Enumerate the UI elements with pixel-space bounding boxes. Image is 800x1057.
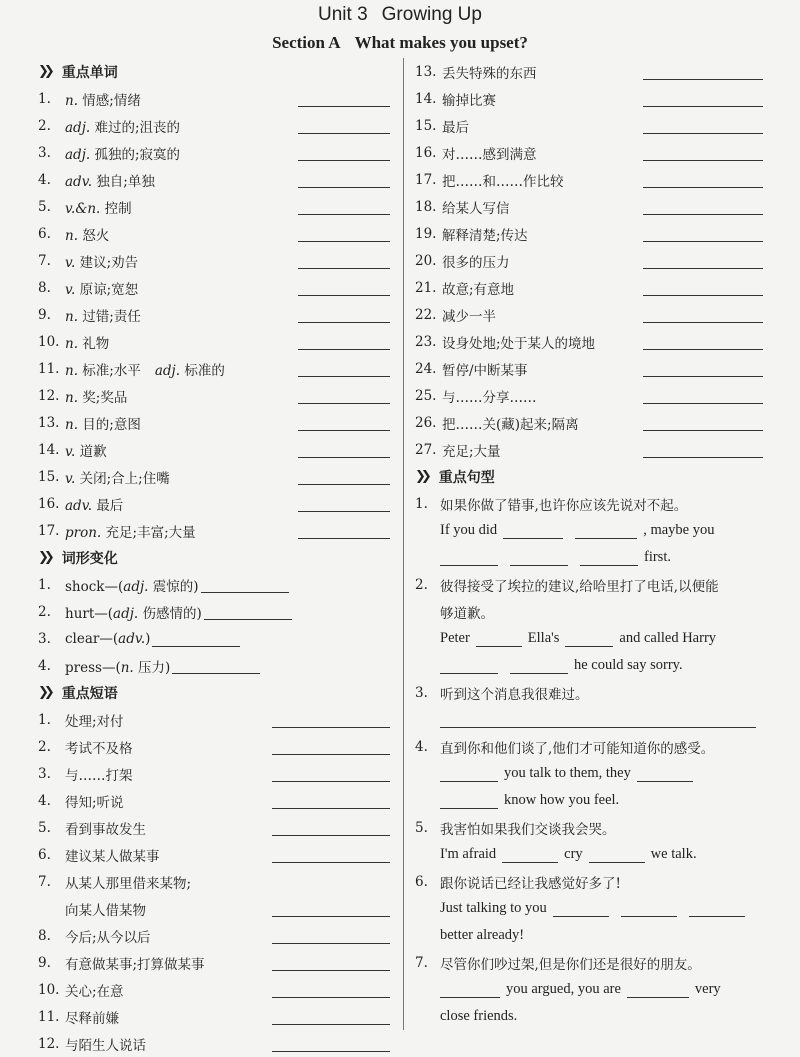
phrase-item — [415, 166, 763, 193]
answer-blank[interactable] — [272, 1009, 390, 1025]
part-of-speech: adj. — [123, 578, 149, 595]
answer-blank[interactable] — [201, 577, 289, 593]
part-of-speech: adj. — [65, 146, 91, 163]
answer-blank[interactable] — [643, 280, 763, 296]
answer-blank[interactable] — [580, 550, 638, 566]
item-number: 12. — [38, 1035, 60, 1052]
phrase-text: 减少一半 — [442, 308, 496, 325]
answer-blank[interactable] — [272, 793, 390, 809]
answer-blank[interactable] — [643, 91, 763, 107]
definition: 怒火 — [82, 227, 110, 244]
phrase-item — [38, 760, 390, 787]
phrase-item — [415, 139, 763, 166]
item-number: 10. — [38, 981, 60, 998]
vocab-item — [38, 274, 390, 301]
answer-blank[interactable] — [637, 766, 693, 782]
definition: 标准的 — [184, 362, 225, 379]
phrase-item — [38, 895, 390, 922]
item-number: 16. — [38, 495, 60, 512]
item-number: 24. — [415, 360, 437, 377]
definition: 原谅;宽恕 — [79, 281, 139, 298]
answer-blank[interactable] — [621, 901, 677, 917]
answer-blank[interactable] — [643, 442, 763, 458]
item-number: 14. — [38, 441, 60, 458]
item-number: 17. — [38, 522, 60, 539]
answer-blank[interactable] — [298, 307, 390, 323]
answer-blank[interactable] — [502, 847, 558, 863]
answer-blank[interactable] — [152, 631, 240, 647]
phrases-list-right — [415, 58, 763, 463]
part-of-speech: n. — [65, 308, 78, 325]
item-text — [65, 278, 138, 298]
item-number: 13. — [415, 63, 437, 80]
item-text — [65, 467, 170, 487]
answer-blank[interactable] — [643, 172, 763, 188]
phrase-text: 考试不及格 — [65, 740, 133, 757]
item-number: 7. — [38, 873, 51, 890]
part-of-speech: n. — [65, 92, 78, 109]
phrase-text: 对……感到满意 — [442, 146, 537, 163]
meaning: 压力) — [133, 659, 171, 676]
answer-blank[interactable] — [627, 982, 689, 998]
answer-blank[interactable] — [643, 415, 763, 431]
chevron-icon: ❯❯ — [38, 685, 50, 700]
item-number: 22. — [415, 306, 437, 323]
item-text — [65, 494, 123, 514]
vocab-item — [38, 517, 390, 544]
phrase-text: 丢失特殊的东西 — [442, 65, 537, 82]
item-number: 2. — [38, 603, 51, 620]
sentence-3: 3. 听到这个消息我很难过。 — [415, 679, 763, 733]
vocab-list — [38, 85, 390, 544]
vocab-item — [38, 85, 390, 112]
phrases-heading: ❯❯ 重点短语 — [38, 685, 118, 702]
item-text — [65, 305, 141, 325]
item-number: 7. — [38, 252, 51, 269]
right-column — [415, 58, 763, 1030]
phrase-item — [38, 706, 390, 733]
answer-blank[interactable] — [298, 415, 390, 431]
phrase-text: 最后 — [442, 119, 469, 136]
answer-blank[interactable] — [643, 145, 763, 161]
item-number: 27. — [415, 441, 437, 458]
phrase-text: 很多的压力 — [442, 254, 510, 271]
item-text — [65, 413, 141, 433]
forms-list — [38, 571, 390, 679]
item-text — [65, 89, 141, 109]
meaning: 震惊的) — [148, 578, 199, 595]
item-number: 21. — [415, 279, 437, 296]
vocab-item — [38, 139, 390, 166]
item-number: 19. — [415, 225, 437, 242]
phrase-item — [38, 814, 390, 841]
definition: 礼物 — [82, 335, 110, 352]
part-of-speech: n. — [65, 362, 78, 379]
answer-blank[interactable] — [643, 226, 763, 242]
definition: 建议;劝告 — [79, 254, 139, 271]
item-number: 2. — [38, 738, 51, 755]
item-number: 6. — [38, 225, 51, 242]
part-of-speech: v. — [65, 443, 76, 460]
item-number: 9. — [38, 306, 51, 323]
item-number: 4. — [38, 657, 51, 674]
vocab-item — [38, 409, 390, 436]
item-number: 20. — [415, 252, 437, 269]
answer-blank[interactable] — [298, 469, 390, 485]
answer-blank[interactable] — [440, 793, 498, 809]
item-number: 14. — [415, 90, 437, 107]
item-number: 1. — [38, 90, 51, 107]
item-number: 2. — [38, 117, 51, 134]
word-form-item — [38, 625, 390, 652]
vocab-heading: ❯❯ 重点单词 — [38, 64, 118, 81]
phrase-text: 从某人那里借来某物; — [65, 875, 192, 892]
phrase-item — [38, 976, 390, 1003]
part-of-speech: v. — [65, 254, 76, 271]
item-text — [65, 386, 127, 406]
item-number: 15. — [38, 468, 60, 485]
definition: 过错;责任 — [82, 308, 141, 325]
answer-blank[interactable] — [298, 280, 390, 296]
phrase-item — [415, 328, 763, 355]
item-number: 1. — [38, 711, 51, 728]
answer-blank[interactable] — [298, 442, 390, 458]
item-number: 5. — [38, 819, 51, 836]
item-text — [65, 575, 199, 595]
base-word: press—( — [65, 659, 121, 676]
item-text — [65, 197, 132, 217]
item-number: 23. — [415, 333, 437, 350]
item-number: 3. — [38, 144, 51, 161]
part-of-speech: adv. — [118, 630, 146, 647]
phrase-text: 把……和……作比较 — [442, 173, 564, 190]
word-form-item — [38, 571, 390, 598]
vocab-item — [38, 220, 390, 247]
phrase-item — [415, 274, 763, 301]
definition: 情感;情绪 — [82, 92, 141, 109]
part-of-speech: v. — [65, 281, 76, 298]
part-of-speech: adj. — [154, 362, 181, 379]
vocab-item — [38, 436, 390, 463]
phrase-item — [415, 247, 763, 274]
phrase-item — [415, 409, 763, 436]
phrase-text: 建议某人做某事 — [65, 848, 160, 865]
item-number: 18. — [415, 198, 437, 215]
answer-blank[interactable] — [298, 118, 390, 134]
item-text — [65, 359, 225, 379]
meaning: 伤感情的) — [138, 605, 202, 622]
answer-blank[interactable] — [272, 739, 390, 755]
part-of-speech: adv. — [65, 173, 93, 190]
item-number: 25. — [415, 387, 437, 404]
phrase-text: 充足;大量 — [442, 443, 501, 460]
item-number: 9. — [38, 954, 51, 971]
word-form-item — [38, 652, 390, 679]
answer-blank[interactable] — [643, 388, 763, 404]
phrase-text: 输掉比赛 — [442, 92, 496, 109]
forms-heading: ❯❯ 词形变化 — [38, 550, 118, 567]
item-number: 11. — [38, 360, 60, 377]
part-of-speech: adj. — [113, 605, 139, 622]
answer-blank[interactable] — [298, 253, 390, 269]
phrase-item — [38, 841, 390, 868]
item-number: 8. — [38, 927, 51, 944]
definition: 最后 — [96, 497, 124, 514]
definition: 道歉 — [79, 443, 107, 460]
phrase-item — [38, 868, 390, 895]
sentence-4: 4. 直到你和他们谈了,他们才可能知道你的感受。 you talk to them, they know how you feel. — [415, 738, 715, 808]
phrase-text: 尽释前嫌 — [65, 1010, 119, 1027]
phrase-item — [38, 787, 390, 814]
answer-blank[interactable] — [575, 523, 637, 539]
answer-blank[interactable] — [272, 955, 390, 971]
answer-blank[interactable] — [298, 199, 390, 215]
answer-blank[interactable] — [272, 1036, 390, 1052]
phrases-list-left — [38, 706, 390, 1057]
unit-title: Unit 3 Growing Up — [318, 4, 482, 25]
phrase-text: 给某人写信 — [442, 200, 510, 217]
item-number: 15. — [415, 117, 437, 134]
base-word: shock—( — [65, 578, 124, 595]
item-text — [65, 251, 138, 271]
answer-blank[interactable] — [440, 982, 500, 998]
vocab-item — [38, 463, 390, 490]
item-number: 13. — [38, 414, 60, 431]
answer-blank[interactable] — [643, 64, 763, 80]
answer-blank[interactable] — [298, 226, 390, 242]
answer-blank[interactable] — [204, 604, 292, 620]
phrase-item — [415, 382, 763, 409]
item-text — [65, 116, 180, 136]
word-form-item — [38, 598, 390, 625]
meaning: ) — [145, 630, 151, 647]
answer-blank[interactable] — [643, 199, 763, 215]
answer-blank[interactable] — [272, 712, 390, 728]
answer-blank[interactable] — [510, 658, 568, 674]
answer-blank[interactable] — [272, 820, 390, 836]
answer-blank[interactable] — [272, 901, 390, 917]
answer-blank[interactable] — [643, 118, 763, 134]
part-of-speech: pron. — [65, 524, 102, 541]
chevron-icon: ❯❯ — [38, 550, 50, 565]
part-of-speech: n. — [65, 227, 78, 244]
item-text — [65, 332, 109, 352]
item-number: 4. — [38, 171, 51, 188]
phrase-item — [38, 733, 390, 760]
vocab-item — [38, 328, 390, 355]
part-of-speech: v. — [65, 470, 76, 487]
answer-blank[interactable] — [643, 307, 763, 323]
definition: 标准;水平 — [82, 362, 141, 379]
answer-blank[interactable] — [298, 361, 390, 377]
part-of-speech: v.&n. — [65, 200, 101, 217]
phrase-item — [38, 1030, 390, 1057]
part-of-speech: n. — [65, 335, 78, 352]
answer-blank[interactable] — [272, 847, 390, 863]
answer-blank[interactable] — [643, 361, 763, 377]
answer-blank[interactable] — [298, 145, 390, 161]
answer-blank[interactable] — [689, 901, 745, 917]
phrase-text: 向某人借某物 — [65, 902, 146, 919]
phrase-item — [415, 85, 763, 112]
answer-blank[interactable] — [272, 982, 390, 998]
answer-blank[interactable] — [298, 523, 390, 539]
item-number: 1. — [38, 576, 51, 593]
item-text — [65, 656, 170, 676]
phrase-text: 得知;听说 — [65, 794, 124, 811]
phrase-item — [38, 1003, 390, 1030]
answer-blank[interactable] — [172, 658, 260, 674]
phrase-text: 与……打架 — [65, 767, 133, 784]
phrase-item — [415, 193, 763, 220]
chevron-icon: ❯❯ — [38, 64, 50, 79]
phrase-text: 关心;在意 — [65, 983, 124, 1000]
answer-blank[interactable] — [440, 712, 756, 728]
phrase-text: 与……分享…… — [442, 389, 537, 406]
vocab-item — [38, 382, 390, 409]
vocab-item — [38, 193, 390, 220]
phrase-text: 设身处地;处于某人的境地 — [442, 335, 596, 352]
answer-blank[interactable] — [298, 388, 390, 404]
phrase-text: 故意;有意地 — [442, 281, 515, 298]
base-word: hurt—( — [65, 605, 114, 622]
definition: 充足;丰富;大量 — [105, 524, 196, 541]
vocab-item — [38, 247, 390, 274]
phrase-item — [415, 58, 763, 85]
section-title: Section A What makes you upset? — [272, 33, 528, 52]
item-number: 16. — [415, 144, 437, 161]
answer-blank[interactable] — [643, 253, 763, 269]
column-divider — [403, 58, 404, 1030]
sentence-5: 5. 我害怕如果我们交谈我会哭。 I'm afraid cry we talk. — [415, 819, 697, 862]
answer-blank[interactable] — [272, 928, 390, 944]
phrase-item — [38, 949, 390, 976]
item-number: 4. — [38, 792, 51, 809]
answer-blank[interactable] — [298, 172, 390, 188]
answer-blank[interactable] — [298, 91, 390, 107]
left-column — [38, 58, 390, 1057]
phrase-item — [415, 301, 763, 328]
vocab-item — [38, 355, 390, 382]
answer-blank[interactable] — [440, 550, 498, 566]
definition: 独自;单独 — [96, 173, 155, 190]
part-of-speech: adj. — [65, 119, 91, 136]
answer-blank[interactable] — [440, 766, 498, 782]
answer-blank[interactable] — [589, 847, 645, 863]
item-number: 11. — [38, 1008, 60, 1025]
answer-blank[interactable] — [298, 496, 390, 512]
answer-blank[interactable] — [272, 766, 390, 782]
phrase-text: 今后;从今以后 — [65, 929, 151, 946]
phrase-text: 把……关(藏)起来;隔离 — [442, 416, 579, 433]
answer-blank[interactable] — [643, 334, 763, 350]
part-of-speech: n. — [65, 416, 78, 433]
part-of-speech: adv. — [65, 497, 93, 514]
sentence-1: 1. 如果你做了错事,也许你应该先说对不起。 If you did , maybe you first. — [415, 495, 715, 565]
item-text — [65, 170, 155, 190]
phrase-text: 处理;对付 — [65, 713, 124, 730]
answer-blank[interactable] — [503, 523, 563, 539]
phrase-item — [415, 436, 763, 463]
answer-blank[interactable] — [440, 658, 498, 674]
item-number: 12. — [38, 387, 60, 404]
item-text — [65, 224, 109, 244]
item-number: 5. — [38, 198, 51, 215]
phrase-text: 与陌生人说话 — [65, 1037, 146, 1054]
phrase-item — [415, 220, 763, 247]
phrase-item — [415, 355, 763, 382]
item-text — [65, 440, 107, 460]
phrase-text: 有意做某事;打算做某事 — [65, 956, 205, 973]
vocab-item — [38, 166, 390, 193]
definition: 关闭;合上;住嘴 — [79, 470, 170, 487]
item-number: 3. — [38, 765, 51, 782]
item-text — [65, 631, 150, 647]
answer-blank[interactable] — [510, 550, 568, 566]
answer-blank[interactable] — [553, 901, 609, 917]
phrase-item — [38, 922, 390, 949]
answer-blank[interactable] — [476, 631, 522, 647]
answer-blank[interactable] — [565, 631, 613, 647]
definition: 难过的;沮丧的 — [94, 119, 181, 136]
phrase-item — [415, 112, 763, 139]
chevron-icon: ❯❯ — [415, 469, 427, 484]
base-word: clear—( — [65, 630, 119, 647]
sentence-2: 2. 彼得接受了埃拉的建议,给哈里打了电话,以便能 够道歉。 Peter Ella's and called Harry he could say sorry. — [415, 576, 719, 673]
vocab-item — [38, 112, 390, 139]
answer-blank[interactable] — [298, 334, 390, 350]
item-text — [65, 602, 202, 622]
item-text — [65, 143, 180, 163]
definition: 奖;奖品 — [82, 389, 128, 406]
part-of-speech: n. — [120, 659, 134, 676]
item-number: 3. — [38, 630, 51, 647]
definition: 目的;意图 — [82, 416, 141, 433]
vocab-item — [38, 301, 390, 328]
item-number: 26. — [415, 414, 437, 431]
definition: 孤独的;寂寞的 — [94, 146, 181, 163]
phrase-text: 看到事故发生 — [65, 821, 146, 838]
item-number: 8. — [38, 279, 51, 296]
sentence-7: 7. 尽管你们吵过架,但是你们还是很好的朋友。 you argued, you are very close friends. — [415, 954, 721, 1024]
sentences-heading: ❯❯ 重点句型 — [415, 469, 495, 486]
item-number: 10. — [38, 333, 60, 350]
sentence-6: 6. 跟你说话已经让我感觉好多了! Just talking to you better already! — [415, 868, 763, 949]
phrase-text: 解释清楚;传达 — [442, 227, 528, 244]
item-number: 6. — [38, 846, 51, 863]
vocab-item — [38, 490, 390, 517]
item-text — [65, 521, 196, 541]
part-of-speech: n. — [65, 389, 78, 406]
item-number: 17. — [415, 171, 437, 188]
phrase-text: 暂停/中断某事 — [442, 362, 528, 379]
definition: 控制 — [104, 200, 132, 217]
